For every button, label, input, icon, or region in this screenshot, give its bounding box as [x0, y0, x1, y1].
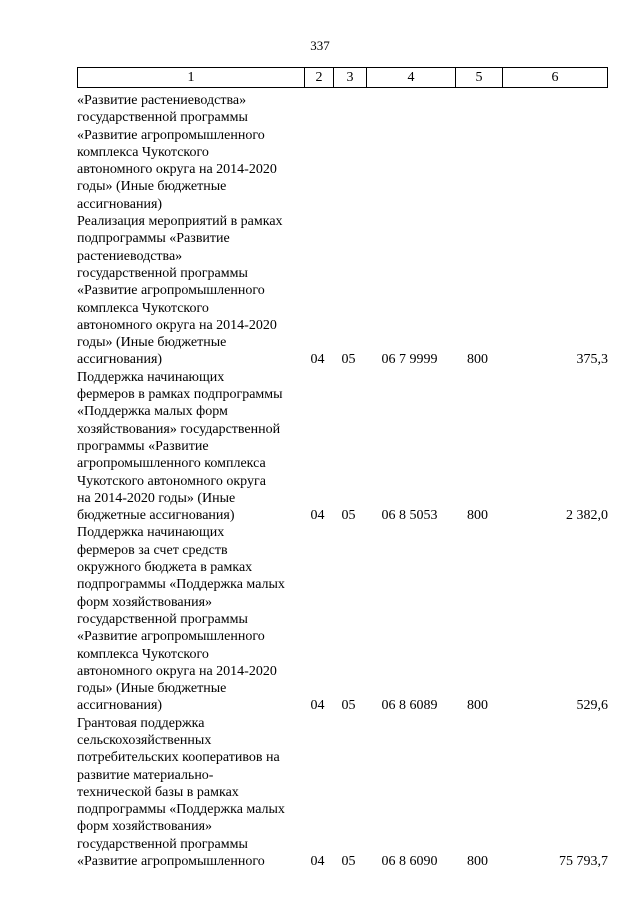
- column-header-3: 3: [333, 68, 366, 87]
- amount-value: 529,6: [576, 698, 608, 714]
- description-line: на 2014-2020 годы» (Иные: [77, 490, 236, 506]
- description-line: годы» (Иные бюджетные: [77, 179, 227, 195]
- description-line: комплекса Чукотского: [77, 646, 209, 662]
- description-line: комплекса Чукотского: [77, 300, 209, 316]
- table-header: [77, 67, 608, 88]
- description-line: государственной программы: [77, 611, 248, 627]
- row-codes: [77, 507, 608, 524]
- column-header-5: 5: [455, 68, 502, 87]
- description-line: Поддержка начинающих: [77, 369, 225, 385]
- description-line: годы» (Иные бюджетные: [77, 335, 227, 351]
- description-line: подпрограммы «Развитие: [77, 231, 230, 247]
- amount-value: 75 793,7: [559, 854, 608, 870]
- table-row: [77, 524, 608, 714]
- description-line: программы «Развитие: [77, 438, 209, 454]
- description-line: Чукотского автономного округа: [77, 473, 266, 489]
- table-row: [77, 715, 608, 871]
- description-line: подпрограммы «Поддержка малых: [77, 802, 285, 818]
- description-line: сельскохозяйственных: [77, 732, 212, 748]
- page-number: 337: [310, 38, 330, 53]
- description-line: «Развитие агропромышленного: [77, 283, 265, 299]
- table-row: [77, 92, 608, 213]
- row-codes: [77, 196, 608, 213]
- column-header-4: 4: [366, 68, 455, 87]
- description-line: окружного бюджета в рамках: [77, 560, 253, 576]
- target-article-code: 06 8 6089: [381, 698, 438, 714]
- description-line: «Развитие агропромышленного: [77, 629, 265, 645]
- description-line: автономного округа на 2014-2020: [77, 162, 277, 178]
- description-line: ассигнования): [77, 352, 163, 368]
- description-line: Поддержка начинающих: [77, 525, 225, 541]
- description-line: развитие материально-: [77, 767, 214, 783]
- row-codes: [77, 351, 608, 368]
- section-code: 04: [310, 854, 325, 870]
- description-line: растениеводства»: [77, 248, 183, 264]
- subsection-code: 05: [341, 854, 356, 870]
- section-code: 04: [310, 508, 325, 524]
- description-line: технической базы в рамках: [77, 784, 239, 800]
- description-line: «Развитие агропромышленного: [77, 854, 265, 870]
- row-codes: [77, 853, 608, 870]
- description-line: подпрограммы «Поддержка малых: [77, 577, 285, 593]
- amount-value: 375,3: [576, 352, 608, 368]
- description-line: фермеров за счет средств: [77, 542, 228, 558]
- subsection-code: 05: [341, 508, 356, 524]
- description-line: «Поддержка малых форм: [77, 404, 228, 420]
- description-line: «Развитие агропромышленного: [77, 127, 265, 143]
- subsection-code: 05: [341, 352, 356, 368]
- description-line: автономного округа на 2014-2020: [77, 663, 277, 679]
- description-line: Реализация мероприятий в рамках: [77, 214, 283, 230]
- description-line: Грантовая поддержка: [77, 715, 205, 731]
- column-header-2: 2: [304, 68, 333, 87]
- expense-type-code: 800: [467, 698, 488, 714]
- description-line: комплекса Чукотского: [77, 144, 209, 160]
- description-line: государственной программы: [77, 110, 248, 126]
- target-article-code: 06 8 6090: [381, 854, 438, 870]
- description-line: хозяйствования» государственной: [77, 421, 281, 437]
- description-line: «Развитие растениеводства»: [77, 93, 247, 108]
- row-description: [77, 369, 309, 525]
- column-header-1: 1: [187, 70, 195, 85]
- expense-type-code: 800: [467, 352, 488, 368]
- section-code: 04: [310, 698, 325, 714]
- section-code: 04: [310, 352, 325, 368]
- description-line: автономного округа на 2014-2020: [77, 317, 277, 333]
- row-description: [77, 524, 309, 714]
- row-description: [77, 213, 309, 369]
- expense-type-code: 800: [467, 854, 488, 870]
- column-header-6: 6: [502, 68, 607, 87]
- description-line: форм хозяйствования»: [77, 819, 213, 835]
- row-description: [77, 715, 309, 871]
- table-row: [77, 213, 608, 369]
- target-article-code: 06 7 9999: [381, 352, 438, 368]
- description-line: потребительских кооперативов на: [77, 750, 280, 766]
- target-article-code: 06 8 5053: [381, 508, 438, 524]
- description-line: бюджетные ассигнования): [77, 508, 235, 524]
- description-line: государственной программы: [77, 265, 248, 281]
- description-line: государственной программы: [77, 836, 248, 852]
- row-codes: [77, 697, 608, 714]
- expense-type-code: 800: [467, 508, 488, 524]
- description-line: ассигнования): [77, 196, 163, 212]
- description-line: фермеров в рамках подпрограммы: [77, 387, 283, 403]
- table-body: [77, 92, 608, 870]
- description-line: ассигнования): [77, 698, 163, 714]
- subsection-code: 05: [341, 698, 356, 714]
- description-line: агропромышленного комплекса: [77, 456, 266, 472]
- description-line: форм хозяйствования»: [77, 594, 213, 610]
- table-row: [77, 369, 608, 525]
- amount-value: 2 382,0: [566, 508, 608, 524]
- description-line: годы» (Иные бюджетные: [77, 681, 227, 697]
